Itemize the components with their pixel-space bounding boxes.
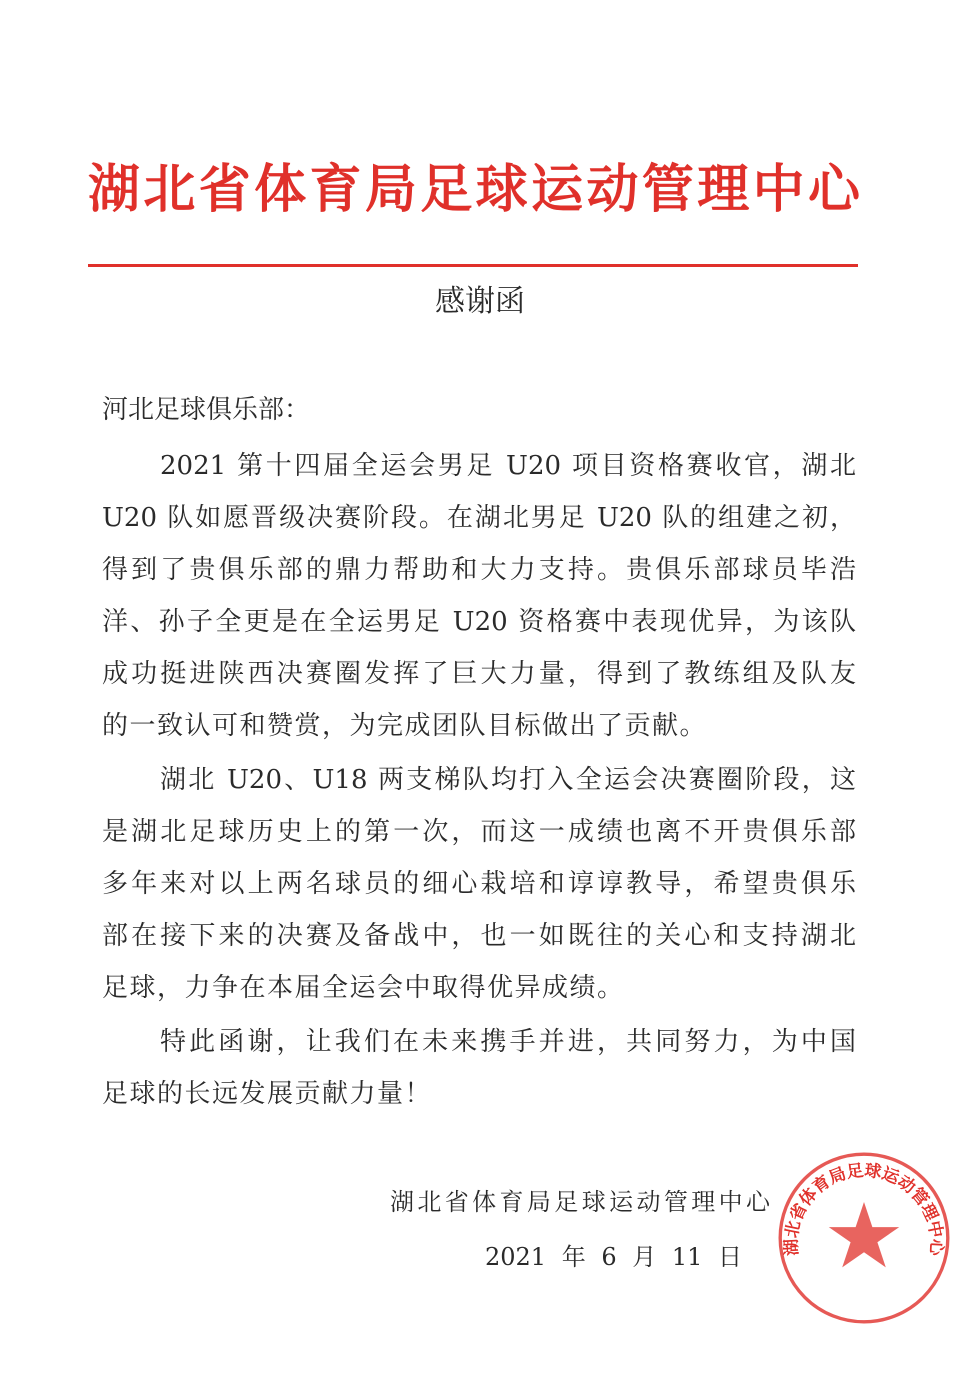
- paragraph-line: 成功挺进陕西决赛圈发挥了巨大力量，得到了教练组及队友: [102, 659, 856, 689]
- paragraph-line: U20 队如愿晋级决赛阶段。在湖北男足 U20 队的组建之初，: [102, 503, 856, 533]
- paragraph-line: 是湖北足球历史上的第一次，而这一成绩也离不开贵俱乐部: [102, 817, 856, 847]
- paragraph-line: 特此函谢，让我们在未来携手并进，共同努力，为中国: [160, 1027, 856, 1057]
- document-title: 感谢函: [435, 284, 525, 319]
- signature-organization: 湖北省体育局足球运动管理中心: [390, 1188, 770, 1216]
- salutation: 河北足球俱乐部：: [102, 395, 311, 425]
- paragraph-line: 足球的长远发展贡献力量！: [102, 1079, 433, 1109]
- paragraph-line: 的一致认可和赞赏，为完成团队目标做出了贡献。: [102, 711, 708, 741]
- paragraph-line: 洋、孙子全更是在全运男足 U20 资格赛中表现优异，为该队: [102, 607, 856, 637]
- paragraph-line: 湖北 U20、U18 两支梯队均打入全运会决赛圈阶段，这: [160, 765, 856, 795]
- star-icon: [829, 1202, 899, 1267]
- letterhead-title: 湖北省体育局足球运动管理中心: [88, 160, 860, 220]
- paragraph-line: 足球，力争在本届全运会中取得优异成绩。: [102, 973, 625, 1003]
- official-seal: [776, 1150, 952, 1326]
- paragraph-line: 部在接下来的决赛及备战中，也一如既往的关心和支持湖北: [102, 921, 856, 951]
- paragraph-line: 2021 第十四届全运会男足 U20 项目资格赛收官，湖北: [160, 451, 856, 481]
- paragraph-line: 多年来对以上两名球员的细心栽培和谆谆教导，希望贵俱乐: [102, 869, 856, 899]
- signature-date: 2021 年 6 月 11 日: [485, 1243, 743, 1271]
- paragraph-line: 得到了贵俱乐部的鼎力帮助和大力支持。贵俱乐部球员毕浩: [102, 555, 856, 585]
- letterhead-divider: [88, 264, 858, 267]
- seal-text: 湖北省体育局足球运动管理中心: [780, 1159, 948, 1257]
